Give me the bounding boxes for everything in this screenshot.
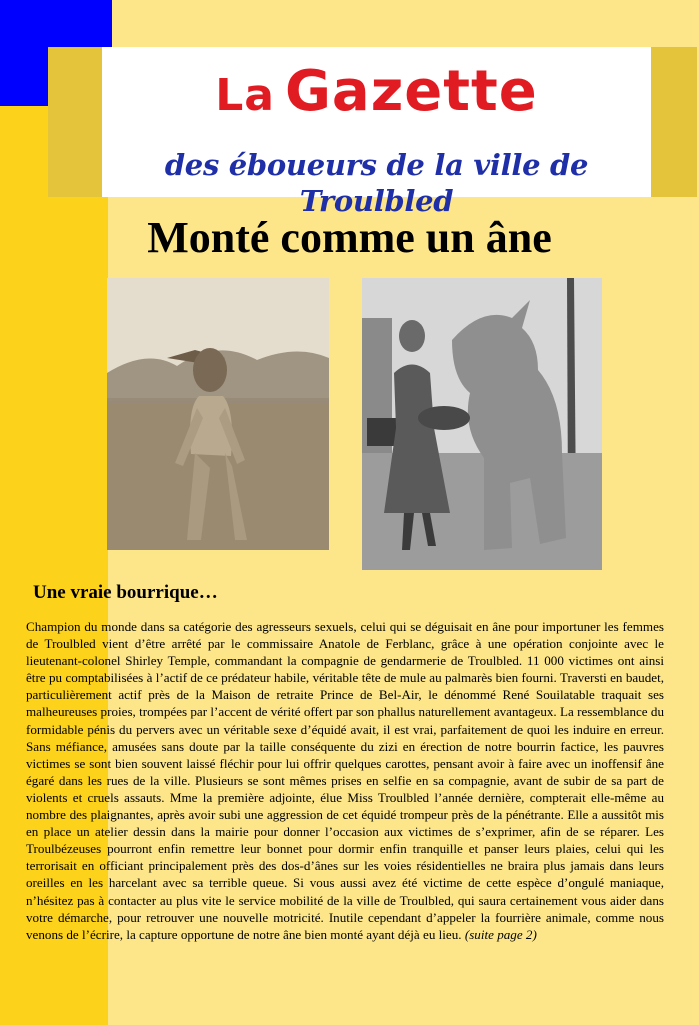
masthead-title-prefix: La bbox=[215, 70, 275, 121]
photo-donkey-costume-field bbox=[107, 278, 329, 550]
photo-woman-with-donkey-costume bbox=[362, 278, 602, 570]
masthead bbox=[102, 47, 651, 218]
article-body-text: Champion du monde dans sa catégorie des agresseurs sexuels, celui qui se déguisait en âne pour importuner les femmes de Troulbled vient d’être arrêté par le commissaire Anatole de Ferblanc, grâce à une opération conjointe avec le lieutenant-colonel Shirley Temple, commandant la compagnie de gendarmerie de Troulbled. 11 000 victimes ont ainsi être pu comptabilisées à l’actif de ce prédateur habile, véritable tête de mule au palmarès bien fourni. Traversti en baudet, particulièrement actif près de la Maison de retraite Prince de Bel-Air, le dénommé René Souilatable traquait ses malheureuses proies, trompées par l’accent de vérité offert par son phallus naturellement avantageux. La ressemblance du formidable pénis du pervers avec un véritable sexe d’équidé avait, il est vrai, parfaitement de quoi les induire en erreur. Sans méfiance, amusées sans doute par la taille conséquente du zizi en érection de notre bourrin factice, les pauvres victimes se sont bien souvent laissé fléchir pour lui offrir quelques carottes, pensant avoir à faire avec un inoffensif âne égaré dans les rues de la ville. Plusieurs se sont mêmes prises en selfie en sa compagnie, avant de subir de sa part de violents et cruels assauts. Mme la première adjointe, élue Miss Troulbled l’année dernière, compterait elle-même au nombre des plaignantes, après avoir subi une aggression de cet équidé trompeur près de la pénétrante. Elle a aussitôt mis en place un atelier dessin dans la mairie pour donner l’occasion aux victimes de s’exprimer, afin de se réparer. Les Troulbézeuses pourront enfin remettre leur bonnet pour dormir enfin tranquille et panser leurs plaies, celui qui les terrorisait en officiant principalement près des dos-d’ânes sur les voies résidentielles ne braira plus jamais dans leurs oreilles en les harcelant avec sa terrible queue. Si vous aussi avez été victime de cette espèce d’ongulé maniaque, n’hésitez pas à contacter au plus vite le service mobilité de la ville de Troulbled, qui saura certainement vous aider dans votre démarche, pour retrouver une nouvelle motricité. Inutile cependant d’appeler la fourrière animale, comme nous venons de l’écrire, la capture opportune de notre âne bien monté ayant déjà eu lieu. bbox=[26, 619, 664, 942]
article-headline: Monté comme un âne bbox=[147, 213, 552, 262]
masthead-title-main: Gazette bbox=[284, 59, 538, 124]
article-subheading: Une vraie bourrique… bbox=[33, 582, 218, 603]
masthead-left-frame bbox=[48, 47, 102, 197]
masthead-right-frame bbox=[651, 47, 697, 197]
continuation-note: (suite page 2) bbox=[464, 926, 537, 942]
masthead-subtitle: des éboueurs de la ville de Troulbled bbox=[164, 148, 589, 218]
article-body bbox=[26, 618, 664, 943]
masthead-title bbox=[102, 57, 651, 131]
